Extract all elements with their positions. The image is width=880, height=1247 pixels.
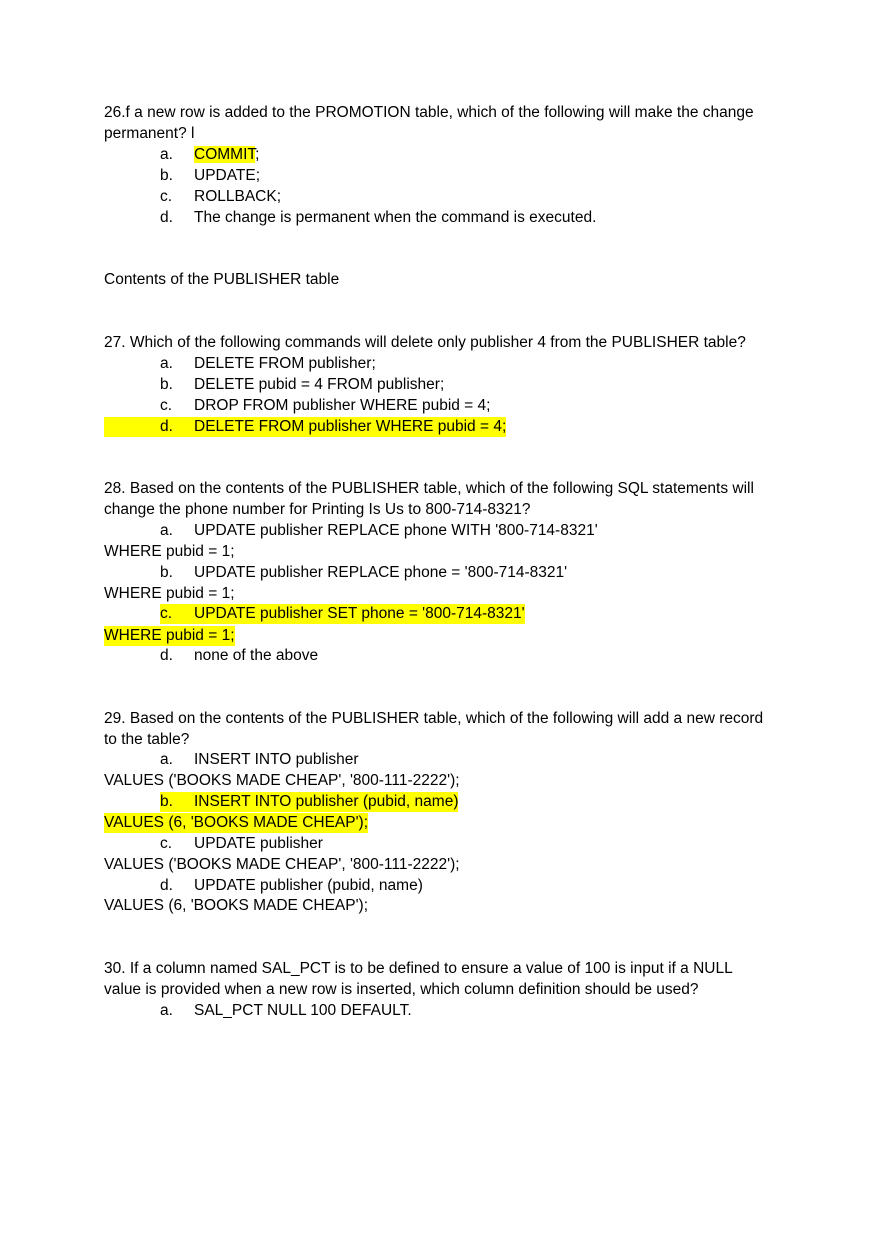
q26-option-d	[160, 208, 596, 228]
q26-line-1: 26.f a new row is added to the PROMOTION table, which of the following will make the change	[104, 104, 754, 121]
option-text: UPDATE publisher	[194, 835, 323, 852]
option-text: DELETE FROM publisher;	[194, 355, 376, 372]
q29-option-b-highlighted	[160, 792, 458, 812]
option-text: UPDATE publisher SET phone = '800-714-8321'	[194, 605, 525, 622]
option-letter: b.	[160, 376, 173, 393]
q28-option-c-cont-highlighted: WHERE pubid = 1;	[104, 627, 235, 644]
option-letter: b.	[160, 564, 173, 581]
q29-option-a	[160, 750, 359, 770]
q28-option-a	[160, 521, 598, 541]
option-text: DELETE pubid = 4 FROM publisher;	[194, 376, 445, 393]
q26-option-c	[160, 187, 281, 207]
q30-line-2: value is provided when a new row is inserted, which column definition should be used?	[104, 981, 699, 998]
option-text: The change is permanent when the command is executed.	[194, 209, 597, 226]
contents-label: Contents of the PUBLISHER table	[104, 271, 340, 288]
q26-option-a	[160, 145, 259, 165]
q29-option-c-cont: VALUES ('BOOKS MADE CHEAP', '800-111-2222');	[104, 856, 460, 873]
answer-highlight: COMMIT	[194, 146, 256, 163]
q29-line-2: to the table?	[104, 731, 190, 748]
q28-option-d	[160, 646, 318, 666]
q29-option-b-cont-highlighted: VALUES (6, 'BOOKS MADE CHEAP');	[104, 814, 369, 831]
option-text: UPDATE publisher REPLACE phone WITH '800-714-8321'	[194, 522, 598, 539]
option-text: UPDATE publisher REPLACE phone = '800-714-8321'	[194, 564, 568, 581]
option-text: DELETE FROM publisher WHERE pubid = 4;	[194, 418, 507, 435]
option-letter: b.	[160, 793, 173, 810]
q27-option-b	[160, 375, 444, 395]
q29-option-a-cont: VALUES ('BOOKS MADE CHEAP', '800-111-2222');	[104, 772, 460, 789]
q28-option-b-cont: WHERE pubid = 1;	[104, 585, 235, 602]
option-text: SAL_PCT NULL 100 DEFAULT.	[194, 1002, 412, 1019]
option-text: INSERT INTO publisher (pubid, name)	[194, 793, 459, 810]
q26-line-2: permanent? l	[104, 125, 195, 142]
option-suffix: ;	[255, 146, 260, 163]
option-text: UPDATE;	[194, 167, 261, 184]
option-letter: d.	[160, 418, 173, 435]
q28-option-a-cont: WHERE pubid = 1;	[104, 543, 235, 560]
option-text: INSERT INTO publisher	[194, 751, 359, 768]
q28-option-c-highlighted	[160, 604, 525, 624]
option-letter: d.	[160, 877, 173, 894]
option-text: DROP FROM publisher WHERE pubid = 4;	[194, 397, 491, 414]
option-letter: c.	[160, 605, 173, 622]
q26-option-b	[160, 166, 260, 186]
q27-option-c	[160, 396, 490, 416]
option-text: ROLLBACK;	[194, 188, 282, 205]
q29-option-d-cont: VALUES (6, 'BOOKS MADE CHEAP');	[104, 897, 369, 914]
option-letter: a.	[160, 522, 173, 539]
option-letter: a.	[160, 355, 173, 372]
q28-line-1: 28. Based on the contents of the PUBLISHER table, which of the following SQL statements will	[104, 480, 754, 497]
option-text: UPDATE publisher (pubid, name)	[194, 877, 423, 894]
option-letter: c.	[160, 188, 173, 205]
option-letter: a.	[160, 1002, 173, 1019]
option-letter: b.	[160, 167, 173, 184]
option-letter: c.	[160, 397, 173, 414]
option-letter: c.	[160, 835, 173, 852]
q29-line-1: 29. Based on the contents of the PUBLISHER table, which of the following will add a new record	[104, 710, 764, 727]
q29-option-d	[160, 876, 423, 896]
q29-option-c	[160, 834, 323, 854]
q30-option-a	[160, 1001, 412, 1021]
q27-line-1: 27. Which of the following commands will delete only publisher 4 from the PUBLISHER table?	[104, 334, 746, 351]
option-letter: d.	[160, 647, 173, 664]
q27-option-a	[160, 354, 376, 374]
q30-line-1: 30. If a column named SAL_PCT is to be defined to ensure a value of 100 is input if a NULL	[104, 960, 733, 977]
q28-line-2: change the phone number for Printing Is Us to 800-714-8321?	[104, 501, 531, 518]
option-letter: d.	[160, 209, 173, 226]
option-letter: a.	[160, 751, 173, 768]
q28-option-b	[160, 563, 567, 583]
q27-option-d-highlighted	[104, 417, 506, 437]
option-text: none of the above	[194, 647, 319, 664]
option-letter: a.	[160, 146, 173, 163]
